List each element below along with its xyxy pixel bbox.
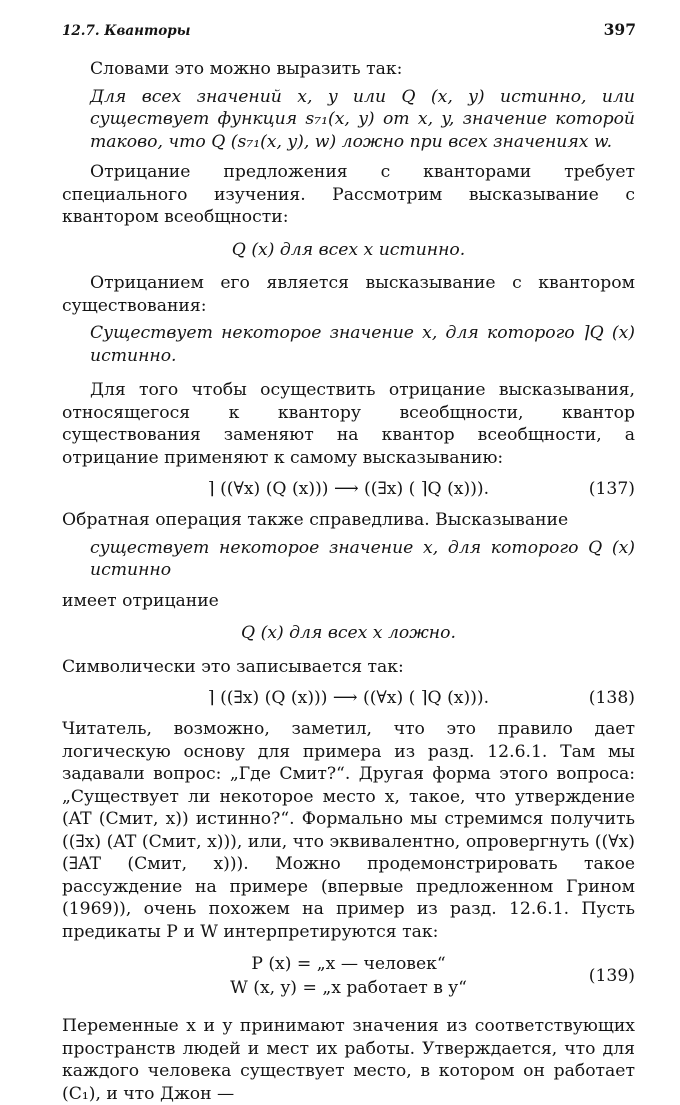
- formula-137-number: (137): [588, 479, 635, 499]
- paragraph-intro: Словами это можно выразить так:: [90, 59, 403, 79]
- paragraph-variables: Переменные x и y принимают значения из соответствующих пространств людей и мест их работы. Утверждается, что для каждого человека существует место, в котором он работает (C₁), и что Джон —: [62, 1016, 635, 1104]
- centered-statement-2: Q (x) для всех x ложно.: [241, 623, 456, 643]
- paragraph-quantor-rule: Для того чтобы осуществить отрицание высказывания, относящегося к квантору всеобщности, квантор существования заменяют на квантор всеобщности, а отрицание применяют к самому высказыванию:: [62, 380, 635, 468]
- formula-139-number: (139): [588, 966, 635, 986]
- formula-138: [62, 687, 635, 710]
- formula-138-expression: ⌉ ((∃x) (Q (x))) ⟶ ((∀x) ( ⌉Q (x))).: [207, 688, 490, 708]
- page-number: 397: [603, 20, 636, 39]
- centered-statement-1: Q (x) для всех x истинно.: [231, 239, 466, 260]
- formula-139: [62, 953, 635, 1003]
- formula-137: [62, 478, 635, 501]
- formula-139-line-2: W (x, y) = „x работает в y“: [230, 978, 467, 998]
- paragraph-has-negation: имеет отрицание: [62, 590, 219, 611]
- page-body: [62, 58, 635, 1105]
- formula-137-expression: ⌉ ((∀x) (Q (x))) ⟶ ((∃x) ( ⌉Q (x))).: [207, 479, 490, 499]
- paragraph-negation-result: Отрицанием его является высказывание с квантором существования:: [62, 273, 635, 316]
- paragraph-inverse: Обратная операция также справедлива. Высказывание: [62, 510, 569, 530]
- quote-statement-2: Существует некоторое значение x, для которого ⌉Q (x) истинно.: [90, 323, 635, 366]
- page-header: [62, 20, 636, 46]
- formula-139-line-1: P (x) = „x — человек“: [251, 954, 446, 974]
- formula-138-number: (138): [588, 688, 635, 708]
- paragraph-negation: Отрицание предложения с кванторами требует специального изучения. Рассмотрим высказывание с квантором всеобщности:: [62, 162, 635, 227]
- paragraph-reader-example: Читатель, возможно, заметил, что это правило дает логическую основу для примера из разд. 12.6.1. Там мы задавали вопрос: „Где Смит?“. Другая форма этого вопроса: „Существует ли некоторое место x, такое, что утверждение (AT (Смит, x)) истинно?“. Формально мы стремимся получить ((∃x) (AT (Смит, x))), или, что эквивалентно, опровергнуть ((∀x) (∃AT (Смит, x))). Можно продемонстрировать такое рассуждение на примере (впервые предложенном Грином (1969)), очень похожем на пример из разд. 12.6.1. Пусть предикаты P и W интерпретируются так:: [62, 719, 635, 942]
- running-head: 12.7. Кванторы: [62, 23, 191, 39]
- quote-statement-1: Для всех значений x, y или Q (x, y) истинно, или существует функция s₇₁(x, y) от x, y, значение которой таково, что Q (s₇₁(x, y), w) ложно при всех значениях w.: [90, 86, 635, 152]
- paragraph-symbolic: Символически это записывается так:: [62, 656, 404, 677]
- quote-statement-3: существует некоторое значение x, для которого Q (x) истинно: [90, 537, 635, 580]
